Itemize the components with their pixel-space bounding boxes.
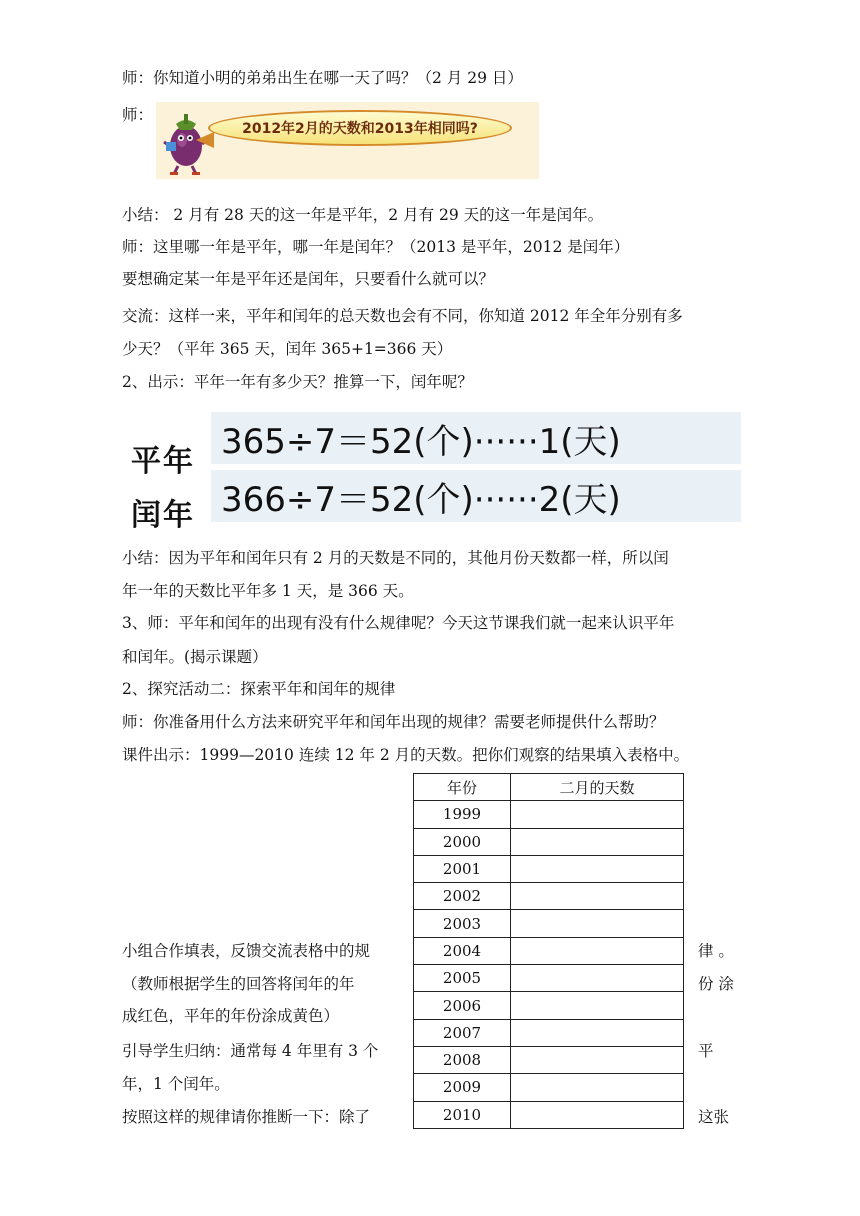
formula-label: 平年 [131,444,195,479]
year-cell: 2004 [414,937,511,964]
year-cell: 2002 [414,883,511,910]
days-cell[interactable] [511,937,684,964]
text-line: 引导学生归纳：通常每 4 年里有 3 个 [122,1042,379,1060]
text-fragment-right: 这张 [698,1108,730,1126]
illustration-banner [156,102,539,179]
section-heading: 2、探究活动二：探索平年和闰年的规律 [122,680,396,698]
text-line: 成红色，平年的年份涂成黄色） [122,1007,340,1025]
division-formulas [131,408,741,533]
table-row [414,992,684,1019]
days-cell[interactable] [511,992,684,1019]
text-line: 要想确定某一年是平年还是闰年，只要看什么就可以？ [122,270,495,288]
year-cell: 2005 [414,965,511,992]
text-line: 3、师：平年和闰年的出现有没有什么规律呢？今天这节课我们就一起来认识平年 [122,614,675,632]
days-cell[interactable] [511,1101,684,1128]
days-cell[interactable] [511,1074,684,1101]
text-line: 课件出示：1999—2010 连续 12 年 2 月的天数。把你们观察的结果填入表格中。 [122,746,690,764]
table-header: 年份 [414,774,511,801]
year-cell: 2006 [414,992,511,1019]
formula-expression: 366÷7＝52(个)······2(天) [211,470,741,522]
year-cell: 2010 [414,1101,511,1128]
text-line: 小结： 2 月有 28 天的这一年是平年，2 月有 29 天的这一年是闰年。 [122,206,604,224]
speech-bubble: 2012年2月的天数和2013年相同吗? [208,110,512,146]
text-fragment-right: 平 [698,1042,714,1060]
days-cell[interactable] [511,855,684,882]
table-row [414,1074,684,1101]
formula-label: 闰年 [131,498,195,533]
year-cell: 2003 [414,910,511,937]
table-row [414,910,684,937]
text-line: 师： [122,106,154,124]
days-cell[interactable] [511,965,684,992]
days-cell[interactable] [511,910,684,937]
year-february-table [413,773,684,1129]
table-row [414,828,684,855]
text-line: 师：你知道小明的弟弟出生在哪一天了吗？（2 月 29 日） [122,69,523,87]
year-cell: 1999 [414,801,511,828]
formula-expression: 365÷7＝52(个)······1(天) [211,412,741,464]
text-line: 年一年的天数比平年多 1 天，是 366 天。 [122,582,414,600]
table-header-row [414,774,684,801]
text-line: 小组合作填表，反馈交流表格中的规 [122,942,371,960]
year-cell: 2009 [414,1074,511,1101]
text-line: 和闰年。(揭示课题） [122,648,268,666]
days-cell[interactable] [511,801,684,828]
text-fragment-right: 份 涂 [698,975,734,993]
table-row [414,1101,684,1128]
table-row [414,883,684,910]
year-cell: 2007 [414,1019,511,1046]
table-header: 二月的天数 [511,774,684,801]
year-cell: 2001 [414,855,511,882]
table-row [414,1019,684,1046]
table-row [414,937,684,964]
text-line: 师：这里哪一年是平年，哪一年是闰年？（2013 是平年，2012 是闰年） [122,238,630,256]
days-cell[interactable] [511,828,684,855]
text-line: 年，1 个闰年。 [122,1075,230,1093]
text-line: 少天？（平年 365 天，闰年 365+1=366 天） [122,340,453,358]
days-cell[interactable] [511,1019,684,1046]
text-fragment-right: 律 。 [698,942,734,960]
table-row [414,965,684,992]
table-row [414,1046,684,1073]
days-cell[interactable] [511,1046,684,1073]
text-line: 师：你准备用什么方法来研究平年和闰年出现的规律？需要老师提供什么帮助？ [122,713,665,731]
table-row [414,855,684,882]
days-cell[interactable] [511,883,684,910]
year-cell: 2008 [414,1046,511,1073]
year-cell: 2000 [414,828,511,855]
text-line: 交流：这样一来，平年和闰年的总天数也会有不同，你知道 2012 年全年分别有多 [122,307,683,325]
table-row [414,801,684,828]
text-line: （教师根据学生的回答将闰年的年 [122,975,355,993]
speech-bubble-tail [196,132,214,148]
text-line: 2、出示：平年一年有多少天？推算一下，闰年呢？ [122,373,473,391]
text-line: 按照这样的规律请你推断一下：除了 [122,1108,371,1126]
text-line: 小结：因为平年和闰年只有 2 月的天数是不同的，其他月份天数都一样，所以闰 [122,549,669,567]
